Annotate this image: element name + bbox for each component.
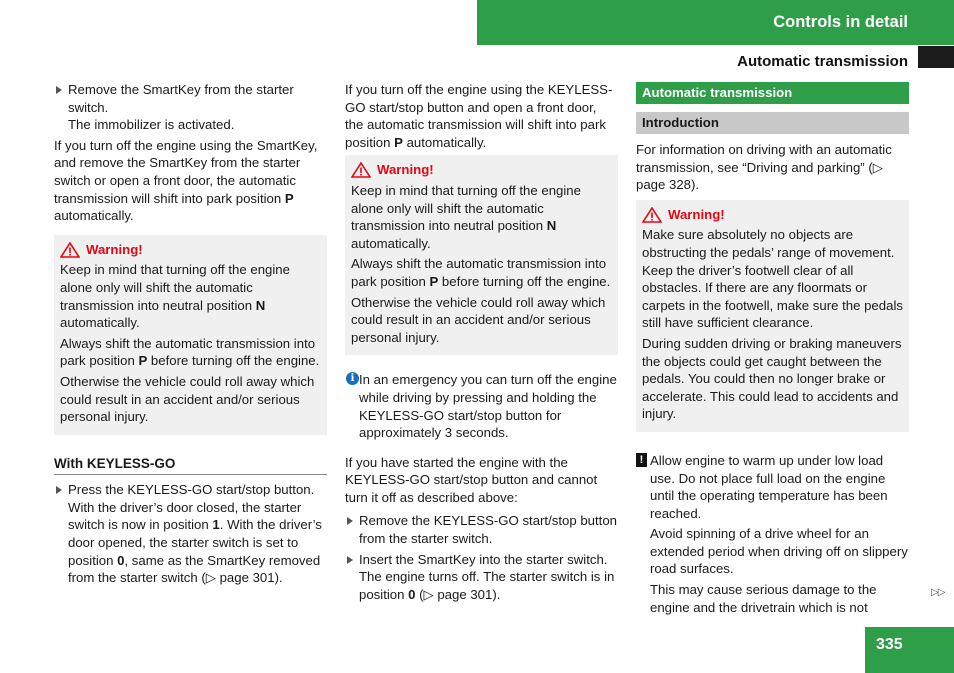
warning-text: Always shift the automatic transmission into park position P before turning off the engine. [60, 335, 320, 369]
warning-triangle-icon [60, 242, 80, 258]
subsection-title: Automatic transmission [737, 53, 908, 70]
info-icon: i [346, 372, 359, 385]
paragraph: For information on driving with an automatic transmission, see “Driving and parking” (▷ page 328). [636, 142, 892, 193]
continued-arrow-icon: ▷▷ [931, 587, 945, 598]
section-title: Controls in detail [773, 13, 908, 31]
warning-text: Keep in mind that turning off the engine alone only will shift the automatic transmission into neutral position N automatically. [60, 262, 290, 331]
info-text: In an emergency you can turn off the engine while driving by pressing and holding the KEYLESS-GO start/stop button for approximately 3 seconds. [359, 372, 617, 441]
column-right [636, 81, 909, 619]
caution-text: Allow engine to warm up under low load use. Do not place full load on the engine until the operating temperature has been reached. [650, 452, 888, 521]
warning-box [636, 200, 909, 432]
warning-box [345, 155, 618, 355]
warning-text: During sudden driving or braking maneuvers the objects could get caught between the pedals. You could then no longer brake or accelerate. This could lead to accidents and injury. [642, 335, 902, 422]
step-press-keyless-go [54, 481, 327, 587]
step-arrow-icon [56, 486, 62, 494]
caution-note [636, 452, 909, 616]
warning-triangle-icon [642, 207, 662, 223]
warning-text: Otherwise the vehicle could roll away which could result in an accident and/or serious personal injury. [60, 373, 315, 425]
step-remove-keyless-go [345, 512, 618, 547]
warning-text: Always shift the automatic transmission into park position P before turning off the engine. [351, 256, 611, 289]
paragraph: If you turn off the engine using the KEYLESS-GO start/stop button and open a front door, the automatic transmission will shift into park position P automatically. [345, 82, 613, 150]
column-left [54, 81, 327, 590]
section-heading: With KEYLESS-GO [54, 455, 327, 476]
section-bar: Automatic transmission [636, 82, 909, 104]
caution-text: Avoid spinning of a drive wheel for an extended period when driving off on slippery road surfaces. [650, 526, 908, 577]
step-text: Insert the SmartKey into the starter switch. The engine turns off. The starter switch is in position 0 (▷ page 301). [359, 551, 615, 602]
warning-text: Make sure absolutely no objects are obstructing the pedals’ range of movement. Keep the driver’s footwell clear of all obstacles. If there are any floormats or carpets in the footwell, make sure the pedals still have sufficient clearance. [642, 227, 903, 331]
page-number: 335 [876, 636, 903, 653]
step-result: The immobilizer is activated. [68, 117, 235, 133]
paragraph: If you have started the engine with the KEYLESS-GO start/stop button and cannot turn it off as described above: [345, 454, 598, 505]
chapter-tab [918, 46, 954, 68]
exclamation-icon: ! [636, 453, 647, 467]
info-note [345, 371, 618, 441]
subsection-bar: Introduction [636, 112, 909, 134]
step-insert-smartkey [345, 551, 618, 604]
step-text: Remove the KEYLESS-GO start/stop button from the starter switch. [359, 513, 618, 547]
step-arrow-icon [347, 556, 353, 564]
column-middle [345, 81, 618, 606]
step-text: Press the KEYLESS-GO start/stop button. With the driver’s door closed, the starter switch is now in position 1. With the driver’s door opened, the starter switch is set to position 0, same as the SmartKey removed from the starter switch (▷ page 301). [68, 482, 322, 586]
step-text: Remove the SmartKey from the starter switch. [68, 82, 294, 115]
warning-heading: Warning! [642, 206, 903, 224]
warning-heading: Warning! [60, 241, 321, 259]
warning-triangle-icon [351, 162, 371, 178]
caution-text: This may cause serious damage to the engine and the drivetrain which is not [650, 582, 877, 615]
paragraph: If you turn off the engine using the SmartKey, and remove the SmartKey from the starter switch or open a front door, the automatic transmission will shift into park position P automatically. [54, 137, 318, 224]
step-arrow-icon [56, 86, 62, 94]
step-arrow-icon [347, 517, 353, 525]
warning-heading: Warning! [351, 161, 612, 179]
warning-box [54, 235, 327, 435]
warning-text: Otherwise the vehicle could roll away which could result in an accident and/or serious personal injury. [351, 294, 606, 345]
step-remove-smartkey [54, 81, 327, 134]
warning-text: Keep in mind that turning off the engine alone only will shift the automatic transmission into neutral position N automatically. [351, 182, 581, 251]
